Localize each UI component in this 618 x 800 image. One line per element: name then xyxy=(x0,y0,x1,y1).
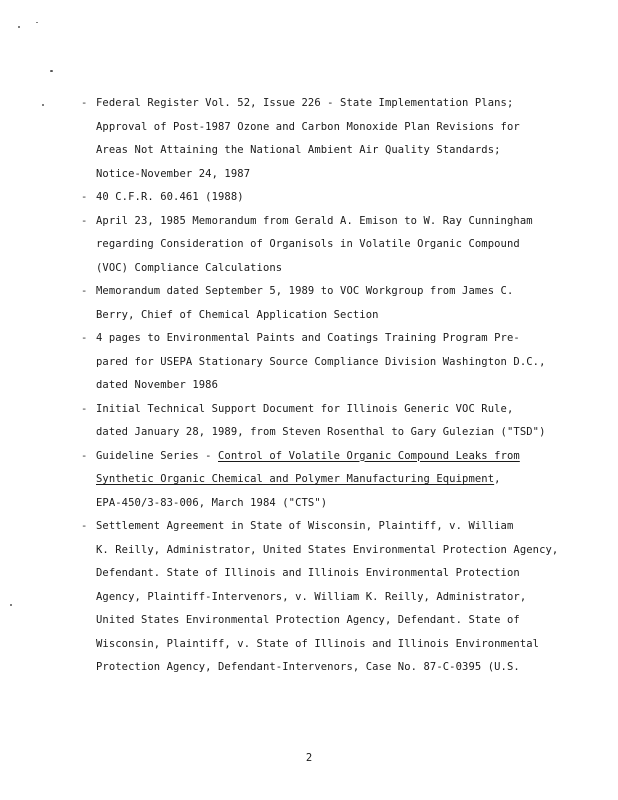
reference-text-line: Berry, Chief of Chemical Application Section xyxy=(96,308,379,321)
reference-item xyxy=(78,210,598,281)
reference-item xyxy=(78,398,598,445)
scan-speck xyxy=(18,26,20,28)
scan-speck xyxy=(50,70,53,72)
scan-speck xyxy=(10,604,12,606)
reference-text-line: pared for USEPA Stationary Source Compliance Division Washington D.C., xyxy=(96,355,546,368)
reference-text-line: April 23, 1985 Memorandum from Gerald A. Emison to W. Ray Cunningham xyxy=(96,214,533,227)
bullet-marker: - xyxy=(81,191,88,203)
reference-item xyxy=(78,327,598,398)
bullet-marker: - xyxy=(81,285,88,297)
page-number: 2 xyxy=(305,752,313,764)
reference-text-line: Initial Technical Support Document for Illinois Generic VOC Rule, xyxy=(96,402,514,415)
reference-text-line: dated January 28, 1989, from Steven Rosenthal to Gary Gulezian ("TSD") xyxy=(96,426,546,438)
reference-item xyxy=(78,515,598,680)
reference-text-line: Notice-November 24, 1987 xyxy=(96,167,251,180)
bullet-marker: - xyxy=(81,214,88,227)
reference-text-line: Settlement Agreement in State of Wisconsin, Plaintiff, v. William xyxy=(96,520,514,532)
underlined-title: Synthetic Organic Chemical and Polymer Manufacturing Equipment xyxy=(96,473,495,485)
scan-speck xyxy=(42,104,44,106)
reference-text-line: Protection Agency, Defendant-Intervenors, Case No. 87-C-0395 (U.S. xyxy=(96,661,520,673)
reference-text-line: 40 C.F.R. 60.461 (1988) xyxy=(96,191,244,203)
reference-text-line: K. Reilly, Administrator, United States Environmental Protection Agency, xyxy=(96,543,559,556)
reference-text-line: dated November 1986 xyxy=(96,379,219,391)
reference-text-line: Memorandum dated September 5, 1989 to VOC Workgroup from James C. xyxy=(96,285,514,297)
bullet-marker: - xyxy=(81,520,88,532)
reference-text-line xyxy=(96,468,598,492)
reference-prefix: Guideline Series - xyxy=(96,449,219,462)
reference-text-line: Wisconsin, Plaintiff, v. State of Illinois and Illinois Environmental xyxy=(96,637,540,650)
bullet-marker: - xyxy=(81,449,88,462)
reference-item xyxy=(78,186,598,210)
underlined-title: Control of Volatile Organic Compound Leaks from xyxy=(218,449,520,462)
reference-text-line: Agency, Plaintiff-Intervenors, v. William K. Reilly, Administrator, xyxy=(96,590,527,603)
reference-text-line: United States Environmental Protection Agency, Defendant. State of xyxy=(96,614,520,626)
reference-text-line: EPA-450/3-83-006, March 1984 ("CTS") xyxy=(96,496,328,509)
bullet-marker: - xyxy=(81,97,88,109)
scan-speck xyxy=(36,22,38,23)
reference-item xyxy=(78,92,598,186)
reference-text-line: Defendant. State of Illinois and Illinois Environmental Protection xyxy=(96,567,520,579)
reference-list xyxy=(78,92,598,680)
reference-text-line: 4 pages to Environmental Paints and Coatings Training Program Pre- xyxy=(96,332,520,344)
reference-item xyxy=(78,445,598,516)
bullet-marker: - xyxy=(81,402,88,415)
title-suffix: , xyxy=(494,473,501,485)
reference-text-line xyxy=(96,445,598,469)
reference-text-line: Areas Not Attaining the National Ambient Air Quality Standards; xyxy=(96,144,501,156)
reference-text-line: Federal Register Vol. 52, Issue 226 - State Implementation Plans; xyxy=(96,97,514,109)
reference-text-line: (VOC) Compliance Calculations xyxy=(96,261,283,274)
bullet-marker: - xyxy=(81,332,88,344)
reference-text-line: regarding Consideration of Organisols in Volatile Organic Compound xyxy=(96,238,520,250)
reference-item xyxy=(78,280,598,327)
reference-text-line: Approval of Post-1987 Ozone and Carbon Monoxide Plan Revisions for xyxy=(96,120,520,133)
